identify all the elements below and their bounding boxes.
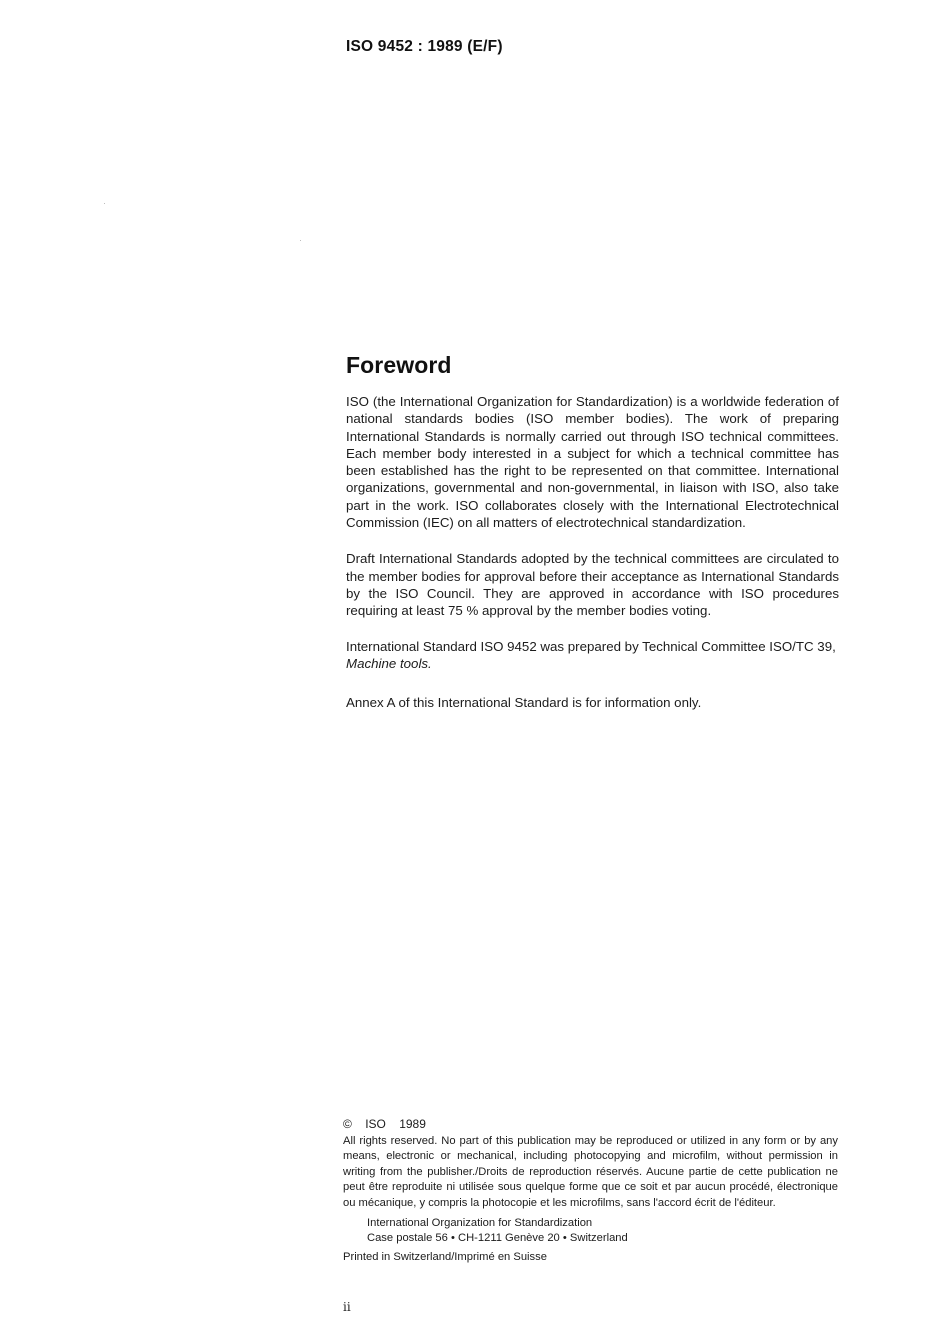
- copyright-line: [343, 1117, 838, 1133]
- committee-title: Machine tools.: [346, 655, 432, 671]
- publisher-name: International Organization for Standardization: [367, 1216, 593, 1229]
- foreword-paragraph: Draft International Standards adopted by the technical committees are circulated to the member bodies for approval before their acceptance as International Standards by the ISO Council. They are approved in accordance with ISO procedures requiring at least 75 % approval by the member bodies voting.: [346, 551, 839, 619]
- page-number: ii: [343, 1300, 351, 1314]
- foreword-heading: Foreword: [346, 352, 452, 378]
- foreword-paragraph: [346, 638, 839, 673]
- publisher-address: [367, 1216, 838, 1247]
- rights-statement: All rights reserved. No part of this publication may be reproduced or utilized in any form or by any means, electronic or mechanical, including photocopying and microfilm, without permission in writing from the publisher./Droits de reproduction réservés. Aucune partie de cette publication ne peut être reproduite ni utilisée sous quelque forme que ce soit et par aucun procédé, électronique ou mécanique, y compris la photocopie et les microfilms, sans l'accord écrit de l'éditeur.: [343, 1134, 838, 1209]
- foreword-section: [346, 352, 839, 728]
- document-header: ISO 9452 : 1989 (E/F): [346, 38, 503, 55]
- copyright-year: 1989: [399, 1117, 426, 1131]
- scan-speck: [104, 203, 105, 204]
- foreword-paragraph-text: International Standard ISO 9452 was prepared by Technical Committee ISO/TC 39,: [346, 638, 836, 654]
- publisher-postal: Case postale 56 • CH-1211 Genève 20 • Switzerland: [367, 1232, 628, 1245]
- foreword-paragraph: Annex A of this International Standard is for information only.: [346, 695, 702, 711]
- foreword-paragraph: ISO (the International Organization for Standardization) is a worldwide federation of national standards bodies (ISO member bodies). The work of preparing International Standards is normally carried out through ISO technical committees. Each member body interested in a subject for which a technical committee has been established has the right to be represented on that committee. International organizations, governmental and non-governmental, in liaison with ISO, also take part in the work. ISO collaborates closely with the International Electrotechnical Commission (IEC) on all matters of electrotechnical standardization.: [346, 394, 839, 531]
- printed-notice: Printed in Switzerland/Imprimé en Suisse: [343, 1250, 547, 1263]
- copyright-owner: ISO: [365, 1117, 386, 1131]
- scan-speck: [300, 240, 301, 241]
- copyright-block: [343, 1117, 838, 1265]
- copyright-symbol: ©: [343, 1117, 352, 1131]
